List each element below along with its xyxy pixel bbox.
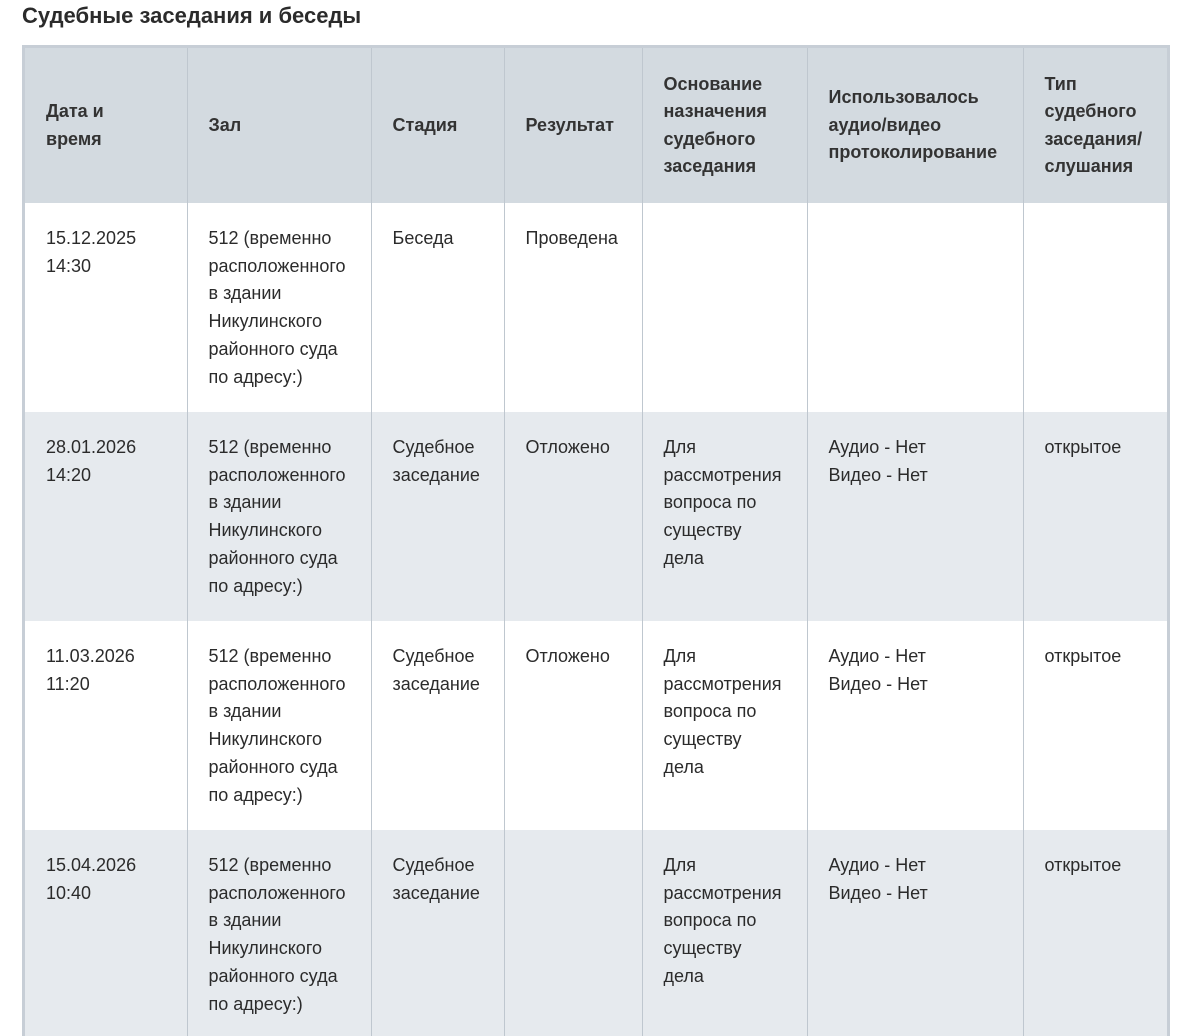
cell-hearing-type [1023, 621, 1167, 830]
cell-recording [807, 830, 1023, 1036]
cell-stage-line: Беседа [392, 228, 454, 248]
cell-basis [642, 621, 807, 830]
table-row [25, 621, 1167, 830]
cell-hall-line: в здании [208, 492, 282, 513]
cell-hall-line: в здании [208, 283, 282, 304]
cell-recording-line: Аудио - Нет [828, 855, 926, 875]
cell-basis-line: Для [663, 646, 696, 666]
cell-datetime-line: 15.04.2026 [46, 855, 137, 875]
cell-datetime [25, 203, 187, 412]
cell-recording-line: Видео - Нет [828, 882, 928, 903]
cell-hall-line: расположенного [208, 673, 346, 694]
cell-recording-line: Аудио - Нет [828, 646, 926, 666]
cell-hall [187, 203, 371, 412]
cell-stage-line: заседание [392, 673, 480, 694]
hearings-table [25, 48, 1167, 1036]
cell-hearing-type-line: открытое [1044, 855, 1122, 875]
cell-result-line: Отложено [525, 437, 610, 457]
cell-recording-line: Видео - Нет [828, 464, 928, 485]
cell-hearing-type-line: открытое [1044, 646, 1122, 666]
cell-recording-line: Аудио - Нет [828, 437, 926, 457]
cell-hall-line: расположенного [208, 464, 346, 485]
cell-stage-line: заседание [392, 464, 480, 485]
cell-stage-line: заседание [392, 882, 480, 903]
cell-stage-line: Судебное [392, 437, 475, 457]
header-basis: Основание назначения судебного заседания [642, 48, 807, 203]
cell-datetime-line: 14:30 [46, 255, 92, 276]
header-result: Результат [504, 48, 642, 203]
table-header-row [25, 48, 1167, 203]
cell-datetime [25, 830, 187, 1036]
cell-basis-line: рассмотрения [663, 464, 782, 485]
cell-hall-line: Никулинского [208, 311, 323, 332]
cell-basis-line: рассмотрения [663, 882, 782, 903]
cell-basis-line: вопроса по [663, 492, 757, 513]
cell-stage [371, 412, 504, 621]
cell-hall-line: по адресу:) [208, 784, 303, 805]
header-hall: Зал [187, 48, 371, 203]
cell-recording [807, 621, 1023, 830]
cell-datetime-line: 28.01.2026 [46, 437, 137, 457]
table-row [25, 412, 1167, 621]
cell-datetime [25, 621, 187, 830]
cell-hall-line: в здании [208, 701, 282, 722]
cell-hall-line: расположенного [208, 882, 346, 903]
cell-hall [187, 621, 371, 830]
cell-basis-line: дела [663, 756, 704, 777]
table-body [25, 203, 1167, 1036]
cell-hall [187, 412, 371, 621]
cell-basis-line: существу [663, 729, 742, 750]
hearings-table-container [22, 45, 1170, 1036]
cell-basis-line: существу [663, 520, 742, 541]
cell-result [504, 203, 642, 412]
cell-basis-line: существу [663, 938, 742, 959]
table-row [25, 203, 1167, 412]
cell-result [504, 830, 642, 1036]
cell-hall-line: 512 (временно [208, 646, 332, 666]
header-stage: Стадия [371, 48, 504, 203]
cell-basis-line: дела [663, 547, 704, 568]
cell-datetime-line: 11.03.2026 [46, 646, 135, 666]
cell-result-line: Отложено [525, 646, 610, 666]
cell-result [504, 412, 642, 621]
cell-hearing-type-line: открытое [1044, 437, 1122, 457]
cell-basis-line: рассмотрения [663, 673, 782, 694]
cell-basis-line: вопроса по [663, 701, 757, 722]
cell-stage-line: Судебное [392, 855, 475, 875]
cell-stage-line: Судебное [392, 646, 475, 666]
cell-stage [371, 830, 504, 1036]
cell-hall-line: районного суда [208, 965, 338, 986]
header-recording: Использовалось аудио/видео протоколирование [807, 48, 1023, 203]
cell-hearing-type [1023, 203, 1167, 412]
cell-result [504, 621, 642, 830]
cell-hall-line: по адресу:) [208, 575, 303, 596]
header-hearing-type: Тип судебного заседания/ слушания [1023, 48, 1167, 203]
cell-datetime-line: 15.12.2025 [46, 228, 137, 248]
cell-datetime-line: 14:20 [46, 464, 92, 485]
cell-datetime [25, 412, 187, 621]
cell-hall-line: районного суда [208, 756, 338, 777]
cell-basis-line: дела [663, 965, 704, 986]
cell-basis-line: вопроса по [663, 910, 757, 931]
cell-basis-line: Для [663, 437, 696, 457]
cell-hall [187, 830, 371, 1036]
cell-hearing-type [1023, 830, 1167, 1036]
page-title: Судебные заседания и беседы [22, 3, 362, 28]
cell-basis-line: Для [663, 855, 696, 875]
cell-recording [807, 412, 1023, 621]
cell-datetime-line: 10:40 [46, 882, 92, 903]
cell-hall-line: по адресу:) [208, 366, 303, 387]
cell-stage [371, 621, 504, 830]
cell-hall-line: Никулинского [208, 729, 323, 750]
cell-basis [642, 412, 807, 621]
cell-basis [642, 830, 807, 1036]
cell-hall-line: по адресу:) [208, 993, 303, 1014]
cell-hall-line: 512 (временно [208, 855, 332, 875]
cell-hall-line: Никулинского [208, 520, 323, 541]
cell-hall-line: 512 (временно [208, 228, 332, 248]
table-row [25, 830, 1167, 1036]
cell-stage [371, 203, 504, 412]
cell-hall-line: расположенного [208, 255, 346, 276]
cell-recording [807, 203, 1023, 412]
cell-hall-line: районного суда [208, 338, 338, 359]
cell-hall-line: районного суда [208, 547, 338, 568]
cell-datetime-line: 11:20 [46, 673, 90, 694]
cell-hall-line: в здании [208, 910, 282, 931]
cell-hearing-type [1023, 412, 1167, 621]
cell-hall-line: 512 (временно [208, 437, 332, 457]
cell-recording-line: Видео - Нет [828, 673, 928, 694]
header-datetime: Дата и время [25, 48, 187, 203]
cell-basis [642, 203, 807, 412]
cell-result-line: Проведена [525, 228, 618, 248]
cell-hall-line: Никулинского [208, 938, 323, 959]
